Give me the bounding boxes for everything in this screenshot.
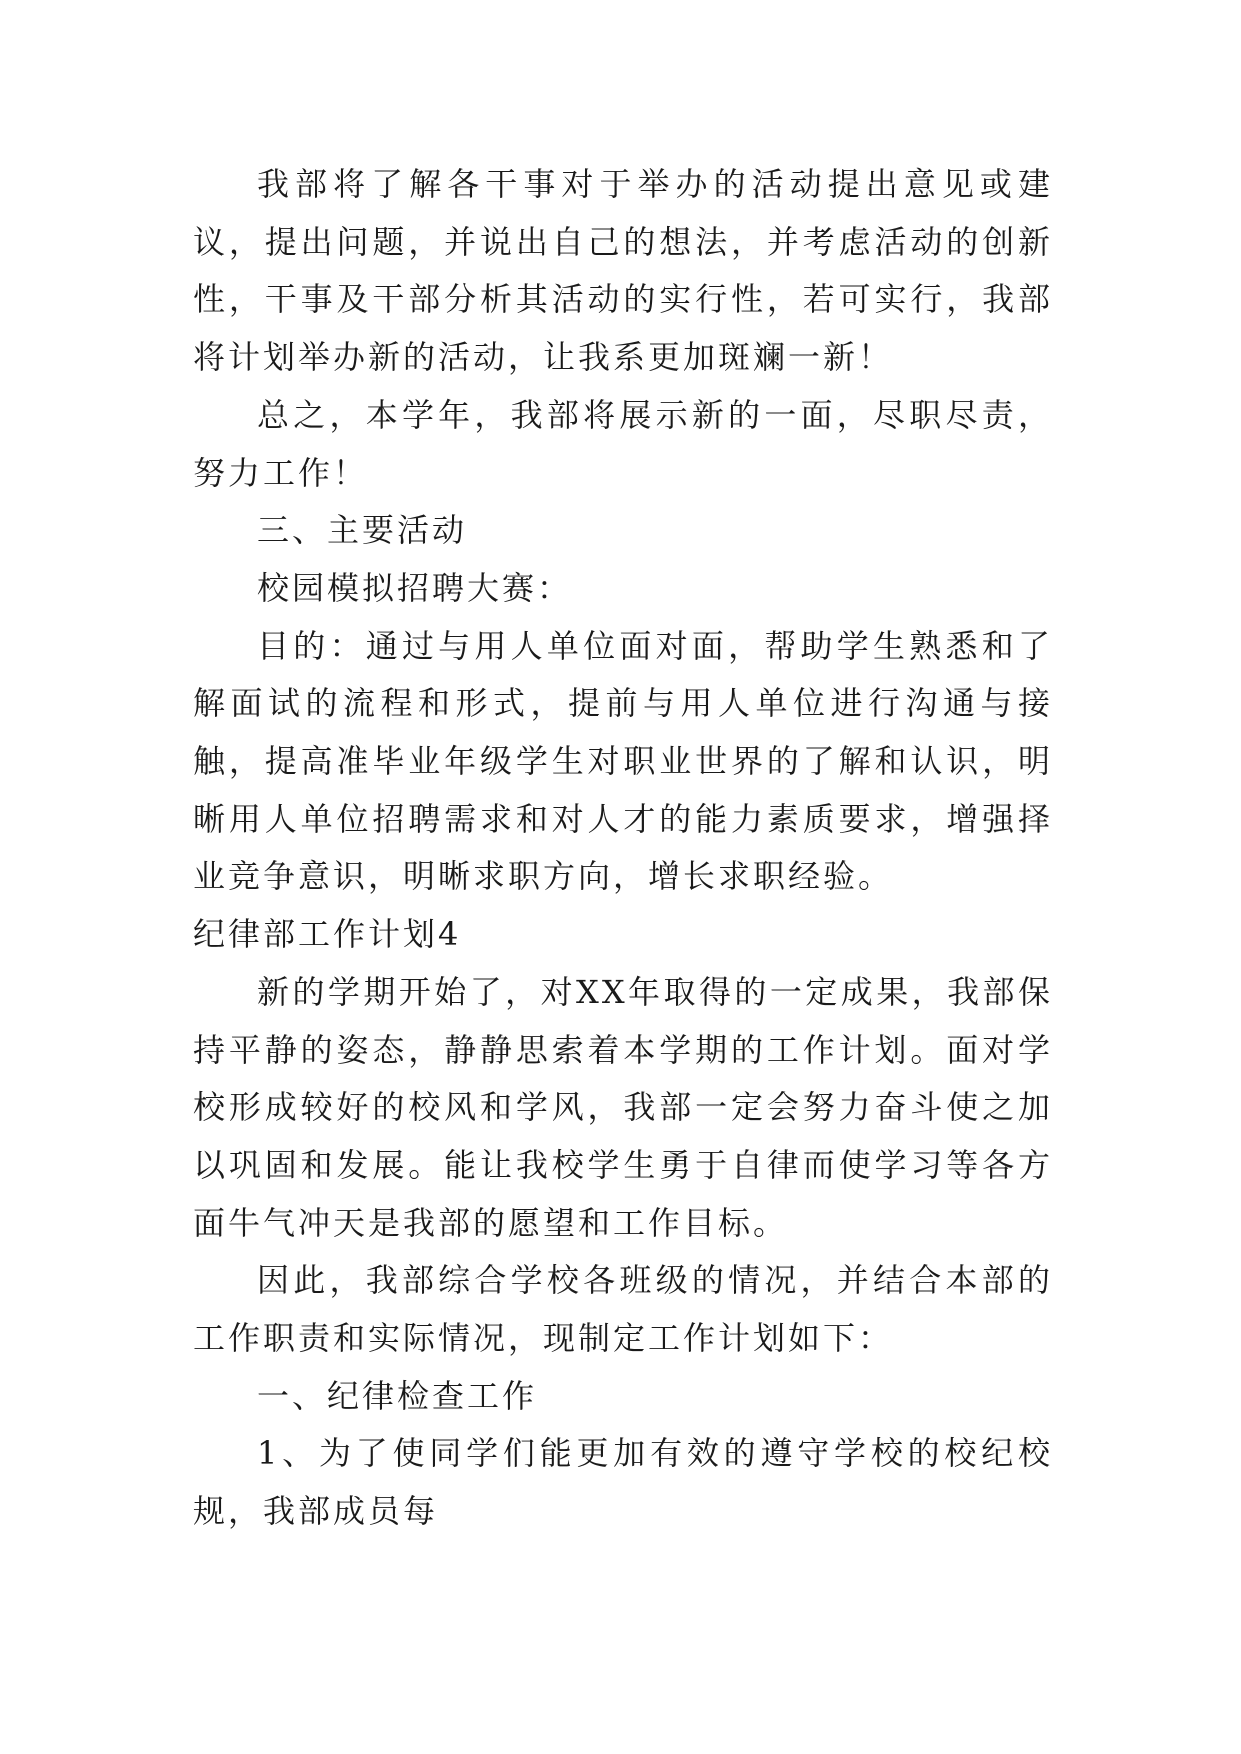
heading-main-activities: 三、主要活动 <box>257 511 468 550</box>
paragraph-item-1: 1、为了使同学们能更加有效的遵守学校的校纪校规，我部成员每 <box>193 1434 1053 1531</box>
paragraph-new-semester: 新的学期开始了，对XX年取得的一定成果，我部保持平静的姿态，静静思索着本学期的工作计划。面对学校形成较好的校风和学风，我部一定会努力奋斗使之加以巩固和发展。能让我校学生勇于自律而使学习等各方面牛气冲天是我部的愿望和工作目标。 <box>193 972 1053 1242</box>
heading-discipline-inspection: 一、纪律检查工作 <box>257 1376 538 1415</box>
paragraph-purpose: 目的：通过与用人单位面对面，帮助学生熟悉和了解面试的流程和形式，提前与用人单位进行沟通与接触，提高准毕业年级学生对职业世界的了解和认识，明晰用人单位招聘需求和对人才的能力素质要求，增强择业竞争意识，明晰求职方向，增长求职经验。 <box>193 626 1053 896</box>
heading-mock-recruitment: 校园模拟招聘大赛： <box>257 568 573 607</box>
paragraph-activity-suggestions: 我部将了解各干事对于举办的活动提出意见或建议，提出问题，并说出自己的想法，并考虑活动的创新性，干事及干部分析其活动的实行性，若可实行，我部将计划举办新的活动，让我系更加斑斓一新！ <box>193 165 1053 377</box>
paragraph-therefore: 因此，我部综合学校各班级的情况，并结合本部的工作职责和实际情况，现制定工作计划如下： <box>193 1261 1053 1358</box>
document-body <box>193 156 1053 1541</box>
section-title-plan-4: 纪律部工作计划4 <box>193 915 462 954</box>
paragraph-summary: 总之，本学年，我部将展示新的一面，尽职尽责，努力工作！ <box>193 395 1053 492</box>
